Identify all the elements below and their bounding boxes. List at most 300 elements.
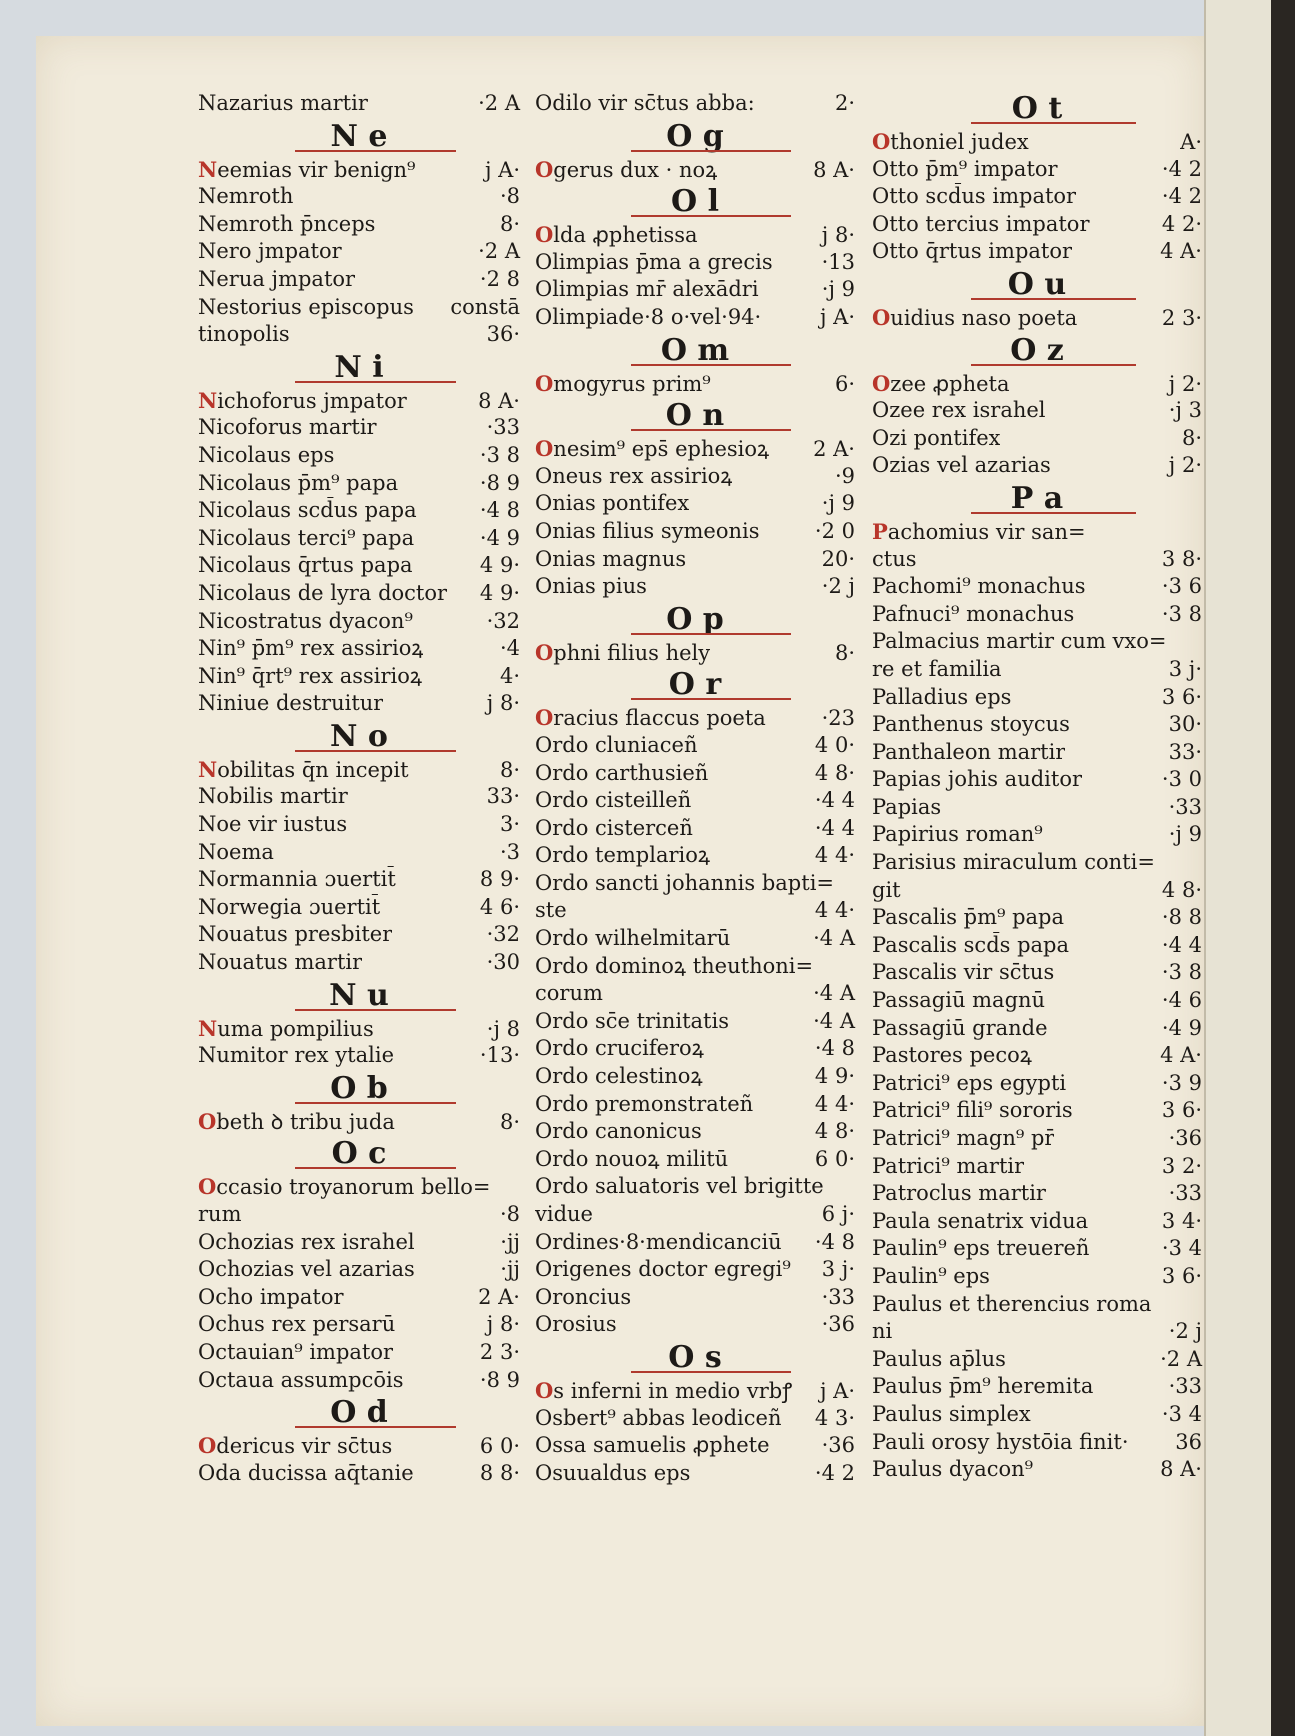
entry-name: Paulus p̄m⁹ heremita bbox=[872, 1374, 1094, 1399]
index-column-1 bbox=[198, 90, 520, 1487]
index-entry bbox=[198, 552, 520, 580]
entry-name: Palmacius martir cum vxo= bbox=[872, 629, 1167, 654]
entry-name: Pascalis scd̄s papa bbox=[872, 932, 1070, 957]
entry-name: ctus bbox=[872, 546, 917, 571]
entry-name: Nouatus presbiter bbox=[198, 922, 393, 947]
entry-reference: ·j 9 bbox=[1168, 822, 1202, 847]
entry-name: Otto scd̄us impator bbox=[872, 184, 1077, 209]
entry-name: corum bbox=[535, 981, 603, 1006]
entry-reference: ·8 9 bbox=[479, 1367, 520, 1392]
index-entry bbox=[535, 90, 855, 118]
entry-name: Osbert⁹ abbas leodiceñ bbox=[535, 1405, 782, 1430]
entry-name: Omogyrus prim⁹ bbox=[535, 370, 711, 396]
rubricated-initial: O bbox=[535, 156, 554, 182]
index-entry bbox=[872, 1318, 1202, 1346]
entry-name: Octaua assumpcōis bbox=[198, 1367, 404, 1392]
entry-reference: 8· bbox=[499, 211, 520, 236]
entry-name: Paulin⁹ eps bbox=[872, 1263, 990, 1288]
entry-reference: ·36 bbox=[1168, 1126, 1202, 1150]
entry-name: Paulus ap̄lus bbox=[872, 1346, 1006, 1371]
index-entry bbox=[872, 397, 1202, 425]
entry-name: Ocho impator bbox=[198, 1284, 344, 1309]
entry-reference: ·4 8 bbox=[814, 1036, 855, 1061]
entry-name: Ophni filius hely bbox=[535, 639, 711, 665]
entry-reference: 3· bbox=[499, 812, 520, 837]
index-entry bbox=[198, 90, 520, 118]
entry-name: Nicolaus terci⁹ papa bbox=[198, 525, 415, 550]
letter-section-heading: O t bbox=[872, 90, 1202, 128]
entry-name: Ordo cruciferoꝝ bbox=[535, 1036, 704, 1061]
entry-reference: 30· bbox=[1168, 712, 1202, 737]
index-entry bbox=[535, 787, 855, 815]
entry-name: vidue bbox=[535, 1202, 593, 1226]
entry-name: Ordo wilhelmitarū bbox=[535, 926, 731, 951]
entry-reference: j A· bbox=[819, 1378, 855, 1403]
entry-name: Otto tercius impator bbox=[872, 211, 1090, 236]
index-entry bbox=[535, 370, 855, 398]
index-entry bbox=[198, 211, 520, 239]
letter-section-heading: N o bbox=[198, 718, 520, 756]
rubricated-initial: O bbox=[535, 370, 554, 396]
entry-reference: ·30 bbox=[486, 950, 520, 975]
index-entry bbox=[535, 1284, 855, 1312]
entry-reference: ·3 bbox=[499, 839, 520, 864]
entry-name: Nemroth bbox=[198, 184, 294, 209]
entry-name: Paulus dyacon⁹ bbox=[872, 1457, 1034, 1482]
entry-reference: 4 A· bbox=[1160, 239, 1202, 264]
entry-reference: 20· bbox=[821, 546, 855, 571]
rubricated-initial: N bbox=[198, 156, 218, 182]
rubricated-initial: O bbox=[535, 705, 554, 731]
entry-reference: ·33 bbox=[486, 415, 520, 440]
entry-name: Oroncius bbox=[535, 1284, 632, 1309]
entry-reference: ·4 A bbox=[813, 1008, 855, 1033]
entry-name: Ozee ꝓpheta bbox=[872, 370, 1010, 396]
rubricated-initial: O bbox=[535, 222, 554, 248]
entry-name: Patrici⁹ magn⁹ pr̄ bbox=[872, 1126, 1055, 1150]
index-entry bbox=[198, 414, 520, 442]
entry-reference: ·3 4 bbox=[1161, 1401, 1202, 1426]
entry-reference: 36· bbox=[486, 322, 520, 347]
entry-name: Onesim⁹ eps̄ ephesioꝝ bbox=[535, 436, 770, 462]
entry-reference: 3 2· bbox=[1161, 1153, 1202, 1178]
entry-name: Nicolaus q̄rtus papa bbox=[198, 553, 413, 578]
entry-reference: ·3 4 bbox=[1161, 1236, 1202, 1261]
entry-reference: ·2 A bbox=[478, 239, 520, 264]
entry-reference: ·32 bbox=[486, 608, 520, 633]
entry-name: Olimpiade·8 o·vel·94· bbox=[535, 304, 762, 329]
rubricated-initial: O bbox=[198, 1174, 217, 1200]
index-entry bbox=[872, 518, 1202, 546]
entry-name: Pauli orosy hystōia finit· bbox=[872, 1429, 1129, 1454]
index-entry bbox=[535, 1311, 855, 1339]
entry-name: Oneus rex assirioꝝ bbox=[535, 463, 733, 488]
index-entry bbox=[535, 1377, 855, 1405]
entry-name: Paulus et therencius roma bbox=[872, 1291, 1152, 1316]
entry-reference: ·13 bbox=[821, 249, 855, 274]
entry-reference: 2 A· bbox=[813, 437, 855, 462]
entry-name: Ordo cisterceñ bbox=[535, 815, 693, 840]
entry-reference: ·j 8 bbox=[486, 1016, 520, 1041]
index-entry bbox=[198, 756, 520, 784]
entry-name: Ochozias vel azarias bbox=[198, 1257, 415, 1282]
entry-reference: 4 8· bbox=[814, 760, 855, 785]
entry-reference: ·2 j bbox=[821, 574, 855, 599]
entry-reference: 3 6· bbox=[1161, 1263, 1202, 1288]
entry-name: rum bbox=[198, 1202, 242, 1226]
rubricated-initial: O bbox=[198, 1433, 217, 1459]
index-entry bbox=[872, 1373, 1202, 1401]
entry-name: Ordo dominoꝝ theuthoni= bbox=[535, 953, 814, 978]
index-entry bbox=[872, 1180, 1202, 1208]
letter-section-heading: N e bbox=[198, 118, 520, 156]
entry-reference: ·8 9 bbox=[479, 470, 520, 495]
entry-reference: 4 9· bbox=[479, 580, 520, 605]
entry-reference: 8· bbox=[834, 640, 855, 665]
entry-reference: 33· bbox=[486, 784, 520, 809]
index-entry bbox=[198, 1256, 520, 1284]
entry-name: tinopolis bbox=[198, 322, 290, 347]
adjacent-page-edge bbox=[1204, 0, 1295, 1736]
entry-name: Olimpias mr̄ alexādri bbox=[535, 277, 759, 302]
entry-reference: A· bbox=[1180, 130, 1202, 154]
entry-name: Patroclus martir bbox=[872, 1181, 1046, 1206]
entry-reference: ·j 9 bbox=[821, 277, 855, 302]
index-entry bbox=[198, 183, 520, 211]
index-entry bbox=[198, 294, 520, 322]
entry-reference: ·33 bbox=[1168, 1181, 1202, 1206]
index-entry bbox=[872, 959, 1202, 987]
entry-reference: 4 3· bbox=[814, 1405, 855, 1430]
index-entry bbox=[872, 766, 1202, 794]
entry-name: Onias filius symeonis bbox=[535, 518, 760, 543]
entry-name: Nobilitas q̄n incepit bbox=[198, 756, 409, 782]
index-entry bbox=[198, 894, 520, 922]
entry-name: Neemias vir benign⁹ bbox=[198, 156, 416, 182]
index-entry bbox=[198, 663, 520, 691]
entry-name: Noema bbox=[198, 839, 274, 864]
entry-reference: ·13· bbox=[479, 1043, 520, 1068]
entry-reference: ·4 A bbox=[813, 926, 855, 951]
entry-reference: 4 2· bbox=[1161, 211, 1202, 236]
entry-reference: 3 4· bbox=[1161, 1208, 1202, 1233]
index-entry bbox=[535, 1035, 855, 1063]
entry-name: Patrici⁹ eps egypti bbox=[872, 1070, 1067, 1095]
entry-name: git bbox=[872, 877, 901, 902]
index-entry bbox=[535, 953, 855, 981]
entry-reference: 8 A· bbox=[478, 388, 520, 413]
entry-reference: 4 4· bbox=[814, 843, 855, 868]
index-entry bbox=[872, 1042, 1202, 1070]
entry-reference: j A· bbox=[819, 304, 855, 329]
entry-name: Paula senatrix vidua bbox=[872, 1208, 1089, 1233]
entry-name: Pachomi⁹ monachus bbox=[872, 574, 1086, 599]
index-entry bbox=[198, 525, 520, 553]
entry-name: Ossa samuelis ꝓphete bbox=[535, 1433, 770, 1458]
index-entry bbox=[535, 490, 855, 518]
index-entry bbox=[872, 425, 1202, 453]
entry-reference: ·2 j bbox=[1168, 1319, 1202, 1344]
entry-reference: 4 4· bbox=[814, 1091, 855, 1116]
entry-name: Nicostratus dyacon⁹ bbox=[198, 608, 413, 633]
entry-reference: ·2 0 bbox=[814, 518, 855, 543]
index-entry bbox=[198, 1108, 520, 1136]
index-entry bbox=[198, 921, 520, 949]
entry-name: Norwegia ɔuertit̄ bbox=[198, 894, 381, 919]
index-entry bbox=[198, 1284, 520, 1312]
letter-section-heading: O n bbox=[535, 397, 855, 435]
index-entry bbox=[535, 156, 855, 184]
entry-name: Ordo cluniaceñ bbox=[535, 732, 698, 757]
index-entry bbox=[198, 1367, 520, 1395]
entry-reference: ·4 A bbox=[813, 981, 855, 1006]
entry-reference: ·4 2 bbox=[1161, 156, 1202, 181]
index-entry bbox=[198, 387, 520, 415]
entry-name: Osuualdus eps bbox=[535, 1460, 691, 1485]
index-entry bbox=[872, 211, 1202, 239]
index-entry bbox=[535, 435, 855, 463]
index-entry bbox=[535, 815, 855, 843]
entry-reference: ·4 4 bbox=[814, 788, 855, 813]
rubricated-initial: P bbox=[872, 518, 888, 544]
entry-name: Nicoforus martir bbox=[198, 415, 377, 440]
index-entry bbox=[198, 1460, 520, 1488]
entry-reference: 8 A· bbox=[813, 157, 855, 182]
entry-name: Onias pontifex bbox=[535, 491, 690, 516]
entry-reference: 8 A· bbox=[1160, 1457, 1202, 1482]
letter-section-heading: O u bbox=[872, 266, 1202, 304]
entry-name: Ordo premonstrateñ bbox=[535, 1091, 754, 1116]
index-entry bbox=[535, 1091, 855, 1119]
index-entry bbox=[872, 1456, 1202, 1484]
index-entry bbox=[872, 238, 1202, 266]
entry-reference: ·4 9 bbox=[479, 525, 520, 550]
index-entry bbox=[535, 1405, 855, 1433]
index-entry bbox=[198, 470, 520, 498]
index-entry bbox=[535, 1229, 855, 1257]
entry-name: Numitor rex ytalie bbox=[198, 1043, 394, 1068]
entry-reference: ·33 bbox=[1168, 1374, 1202, 1399]
entry-name: Nazarius martir bbox=[198, 91, 368, 115]
index-entry bbox=[872, 849, 1202, 877]
entry-reference: ·3 0 bbox=[1161, 767, 1202, 792]
entry-reference: 3 6· bbox=[1161, 684, 1202, 709]
entry-name: Nicolaus p̄m⁹ papa bbox=[198, 470, 399, 495]
entry-reference: 8· bbox=[499, 757, 520, 782]
index-entry bbox=[872, 656, 1202, 684]
entry-name: Odilo vir sc̄tus abba: bbox=[535, 91, 755, 115]
index-entry bbox=[535, 925, 855, 953]
index-entry bbox=[872, 1015, 1202, 1043]
index-entry bbox=[872, 1291, 1202, 1319]
entry-reference: ·4 9 bbox=[1161, 1015, 1202, 1040]
entry-name: Nestorius episcopus bbox=[198, 294, 414, 319]
letter-section-heading: O c bbox=[198, 1135, 520, 1173]
index-entry bbox=[198, 442, 520, 470]
entry-name: Passagiū magnū bbox=[872, 988, 1046, 1013]
rubricated-initial: N bbox=[198, 756, 218, 782]
letter-section-heading: O z bbox=[872, 332, 1202, 370]
index-entry bbox=[198, 156, 520, 184]
entry-name: Pastores pecoꝝ bbox=[872, 1043, 1032, 1068]
index-entry bbox=[872, 987, 1202, 1015]
index-entry bbox=[535, 704, 855, 732]
entry-name: Ouidius naso poeta bbox=[872, 304, 1078, 330]
index-entry bbox=[535, 304, 855, 332]
letter-section-heading: O r bbox=[535, 666, 855, 704]
entry-name: Pachomius vir san= bbox=[872, 518, 1086, 544]
index-entry bbox=[872, 1208, 1202, 1236]
entry-name: Pascalis p̄m⁹ papa bbox=[872, 905, 1065, 930]
letter-section-heading: P a bbox=[872, 480, 1202, 518]
entry-reference: ·36 bbox=[821, 1433, 855, 1458]
entry-reference: 36 bbox=[1175, 1429, 1202, 1454]
entry-name: Ozi pontifex bbox=[872, 425, 1001, 450]
index-entry bbox=[198, 783, 520, 811]
entry-name: Pafnuci⁹ monachus bbox=[872, 601, 1075, 626]
entry-reference: ·2 8 bbox=[479, 266, 520, 291]
entry-reference: ·4 4 bbox=[814, 815, 855, 840]
index-entry bbox=[872, 1235, 1202, 1263]
entry-name: Ogerus dux · noꝝ bbox=[535, 156, 718, 182]
entry-reference: ·2 A bbox=[1160, 1346, 1202, 1371]
index-entry bbox=[198, 1339, 520, 1367]
entry-name: Numa pompilius bbox=[198, 1015, 374, 1041]
entry-name: Ordines·8·mendicanciū bbox=[535, 1229, 782, 1254]
entry-reference: j 8· bbox=[821, 223, 855, 248]
index-entry bbox=[198, 580, 520, 608]
index-entry bbox=[198, 839, 520, 867]
entry-reference: 4 8· bbox=[1161, 877, 1202, 902]
index-entry bbox=[198, 1015, 520, 1043]
index-entry bbox=[535, 639, 855, 667]
index-entry bbox=[198, 238, 520, 266]
index-entry bbox=[198, 1432, 520, 1460]
entry-reference: 3 j· bbox=[821, 1257, 855, 1282]
entry-name: Palladius eps bbox=[872, 684, 1012, 709]
index-entry bbox=[535, 546, 855, 574]
entry-reference: 2 A· bbox=[478, 1284, 520, 1309]
letter-section-heading: O g bbox=[535, 118, 855, 156]
entry-reference: 3 j· bbox=[1168, 656, 1202, 681]
index-entry bbox=[872, 1070, 1202, 1098]
entry-name: Oracius flaccus poeta bbox=[535, 705, 766, 731]
entry-name: Ordo carthusieñ bbox=[535, 760, 709, 785]
index-entry bbox=[872, 628, 1202, 656]
entry-reference: ·23 bbox=[821, 706, 855, 731]
entry-reference: ·jj bbox=[500, 1229, 520, 1254]
index-entry bbox=[198, 1311, 520, 1339]
index-entry bbox=[535, 897, 855, 925]
entry-name: Oda ducissa aq̄tanie bbox=[198, 1460, 414, 1485]
entry-name: Ordo celestinoꝝ bbox=[535, 1064, 703, 1089]
entry-reference: ·8 8 bbox=[1161, 905, 1202, 930]
entry-name: Occasio troyanorum bello= bbox=[198, 1174, 491, 1200]
entry-reference: ·4 2 bbox=[1161, 184, 1202, 209]
letter-section-heading: O m bbox=[535, 332, 855, 370]
index-entry bbox=[872, 1125, 1202, 1153]
entry-name: ste bbox=[535, 898, 567, 923]
entry-name: Ordo sc̄e trinitatis bbox=[535, 1008, 729, 1033]
entry-name: Obeth ꝺ tribu juda bbox=[198, 1108, 395, 1134]
index-entry bbox=[872, 1429, 1202, 1457]
entry-reference: j 2· bbox=[1168, 371, 1202, 396]
entry-name: Os inferni in medio vrbꝭ bbox=[535, 1377, 793, 1403]
binding-shadow bbox=[1271, 0, 1295, 1736]
rubricated-initial: O bbox=[872, 129, 891, 154]
index-entry bbox=[872, 711, 1202, 739]
index-entry bbox=[872, 304, 1202, 332]
entry-reference: 2 3· bbox=[479, 1339, 520, 1364]
entry-name: Panthenus stoycus bbox=[872, 712, 1070, 737]
entry-reference: 6 0· bbox=[814, 1146, 855, 1171]
index-entry bbox=[872, 877, 1202, 905]
index-entry bbox=[872, 546, 1202, 574]
entry-reference: j A· bbox=[484, 157, 520, 182]
entry-reference: 8 9· bbox=[479, 867, 520, 892]
entry-name: Otto q̄rtus impator bbox=[872, 239, 1073, 264]
letter-section-heading: N i bbox=[198, 349, 520, 387]
index-entry bbox=[198, 608, 520, 636]
index-entry bbox=[872, 794, 1202, 822]
letter-section-heading: O s bbox=[535, 1339, 855, 1377]
index-entry bbox=[535, 221, 855, 249]
entry-name: Onias pius bbox=[535, 574, 647, 599]
entry-reference: 8· bbox=[499, 1109, 520, 1134]
entry-name: Origenes doctor egregi⁹ bbox=[535, 1257, 791, 1282]
rubricated-initial: O bbox=[535, 1377, 554, 1403]
entry-name: Normannia ɔuertit̄ bbox=[198, 867, 396, 892]
entry-reference: ·4 8 bbox=[814, 1229, 855, 1254]
index-entry bbox=[872, 904, 1202, 932]
entry-name: Passagiū grande bbox=[872, 1015, 1048, 1040]
entry-reference: ·j 3 bbox=[1168, 398, 1202, 423]
entry-name: Ozee rex israhel bbox=[872, 398, 1046, 423]
entry-name: Otto p̄m⁹ impator bbox=[872, 156, 1058, 181]
index-entry bbox=[535, 249, 855, 277]
entry-reference: 2 3· bbox=[1161, 305, 1202, 330]
entry-name: Othoniel judex bbox=[872, 129, 1029, 154]
letter-section-heading: O d bbox=[198, 1394, 520, 1432]
entry-reference: j 8· bbox=[486, 1312, 520, 1337]
index-entry bbox=[535, 842, 855, 870]
entry-name: Onias magnus bbox=[535, 546, 687, 571]
entry-reference: ·jj bbox=[500, 1257, 520, 1282]
entry-reference: ·8 bbox=[499, 1202, 520, 1226]
rubricated-initial: N bbox=[198, 1015, 218, 1041]
entry-reference: ·4 2 bbox=[814, 1460, 855, 1485]
index-entry bbox=[872, 1153, 1202, 1181]
index-entry bbox=[872, 1401, 1202, 1429]
entry-name: Olimpias p̄ma a grecis bbox=[535, 249, 773, 274]
index-entry bbox=[535, 1432, 855, 1460]
entry-reference: 6 j· bbox=[821, 1202, 855, 1226]
entry-reference: 4 9· bbox=[479, 553, 520, 578]
entry-name: Ochus rex persarū bbox=[198, 1312, 396, 1337]
entry-reference: ·4 bbox=[499, 636, 520, 661]
entry-name: Ordo saluatoris vel brigitte bbox=[535, 1174, 824, 1199]
entry-reference: ·j 9 bbox=[821, 491, 855, 516]
entry-name: ni bbox=[872, 1319, 893, 1344]
entry-name: Ochozias rex israhel bbox=[198, 1229, 415, 1254]
entry-reference: constā bbox=[450, 294, 520, 319]
index-entry bbox=[535, 1201, 855, 1229]
entry-name: Noe vir iustus bbox=[198, 812, 348, 837]
index-entry bbox=[535, 1173, 855, 1201]
index-entry bbox=[872, 1263, 1202, 1291]
index-entry bbox=[535, 463, 855, 491]
index-entry bbox=[872, 1346, 1202, 1374]
